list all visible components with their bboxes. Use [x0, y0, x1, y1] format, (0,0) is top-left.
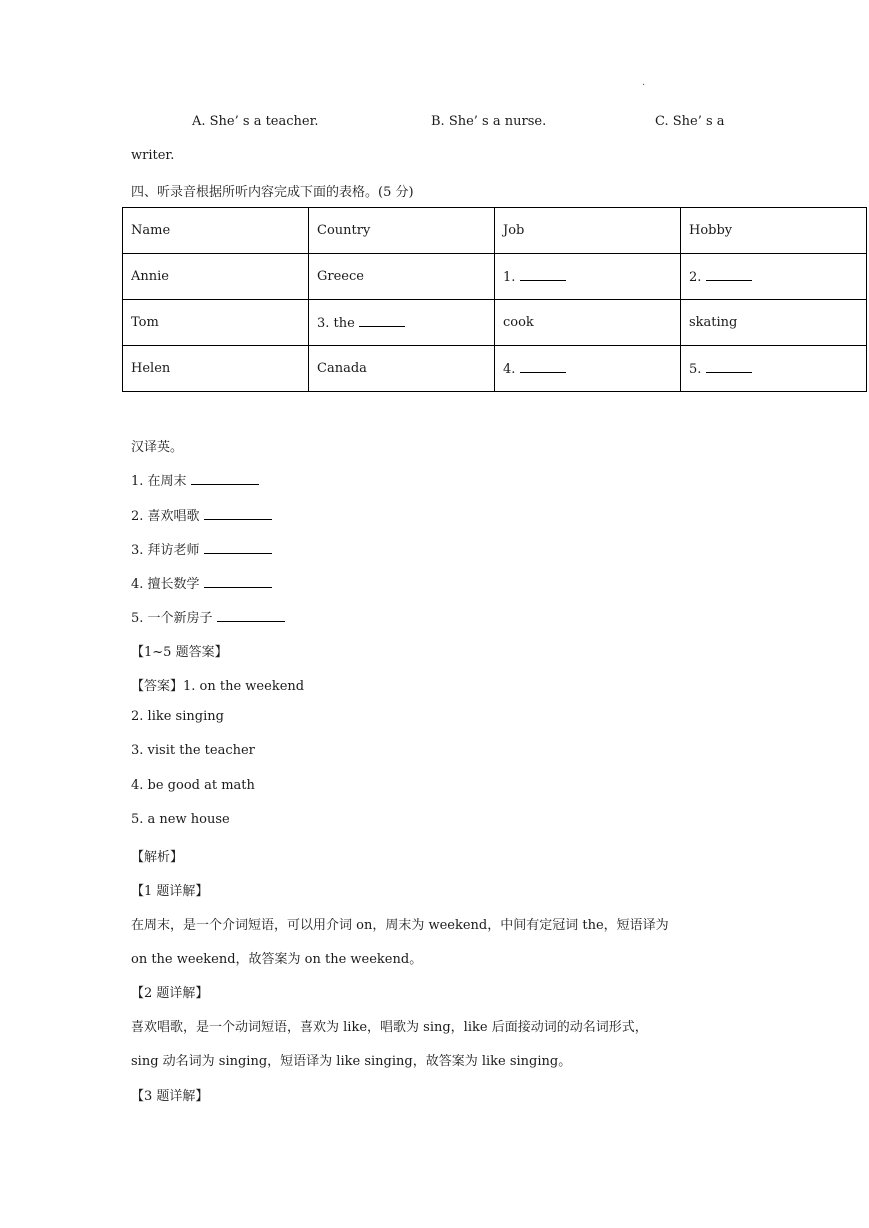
analysis-header: 【解析】 — [131, 850, 184, 865]
q2-detail-text: sing 动名词为 singing，短语译为 like singing，故答案为 like singing。 — [131, 1054, 572, 1069]
answer-text: 1. on the weekend — [183, 679, 305, 694]
cell-number: 1. — [503, 270, 516, 285]
header-cell-country: Country — [309, 208, 495, 254]
header-cell-name: Name — [123, 208, 309, 254]
option-c-continuation: writer. — [131, 148, 175, 163]
cell-number: 2. — [689, 270, 702, 285]
table-cell: Greece — [309, 254, 495, 300]
table-row — [123, 300, 867, 346]
translate-title: 汉译英。 — [131, 440, 184, 455]
answer-blank[interactable] — [204, 575, 272, 588]
table-cell — [309, 300, 495, 346]
table-header-row — [123, 208, 867, 254]
answers-header: 【1~5 题答案】 — [131, 645, 228, 660]
q1-detail-header: 【1 题详解】 — [131, 884, 209, 899]
section4-title: 四、听录音根据所听内容完成下面的表格。(5 分) — [131, 185, 414, 200]
q2-detail-text: 喜欢唱歌，是一个动词短语，喜欢为 like，唱歌为 sing，like 后面接动词的动名词形式， — [131, 1020, 648, 1035]
answer-blank[interactable] — [706, 268, 752, 281]
answer-blank[interactable] — [217, 609, 285, 622]
answer-line: 2. like singing — [131, 709, 224, 724]
translate-item — [131, 505, 272, 524]
answer-blank[interactable] — [204, 541, 272, 554]
cell-number: 4. — [503, 362, 516, 377]
answer-blank[interactable] — [359, 314, 405, 327]
table-row — [123, 254, 867, 300]
translate-item — [131, 607, 285, 626]
cell-number: 3. the — [317, 316, 355, 331]
answer-label: 【答案】 — [131, 679, 184, 694]
table-cell: Tom — [123, 300, 309, 346]
table-cell — [681, 254, 867, 300]
answer-line: 3. visit the teacher — [131, 743, 255, 758]
table-cell: Canada — [309, 346, 495, 392]
table-cell — [495, 254, 681, 300]
table-cell: Annie — [123, 254, 309, 300]
q2-detail-header: 【2 题详解】 — [131, 986, 209, 1001]
q1-detail-text: 在周末，是一个介词短语，可以用介词 on，周末为 weekend，中间有定冠词 the，短语译为 — [131, 918, 669, 933]
table-cell: cook — [495, 300, 681, 346]
answer-blank[interactable] — [706, 360, 752, 373]
answer-blank[interactable] — [204, 507, 272, 520]
header-cell-hobby: Hobby — [681, 208, 867, 254]
answer-line — [131, 675, 304, 694]
translate-item-text: 1. 在周末 — [131, 474, 187, 489]
answer-line: 5. a new house — [131, 812, 230, 827]
table-cell — [495, 346, 681, 392]
option-c: C. She’ s a — [655, 114, 725, 129]
translate-item-text: 3. 拜访老师 — [131, 543, 200, 558]
translate-item — [131, 573, 272, 592]
answer-blank[interactable] — [191, 472, 259, 485]
answer-blank[interactable] — [520, 268, 566, 281]
table-cell — [681, 346, 867, 392]
q1-detail-text: on the weekend，故答案为 on the weekend。 — [131, 952, 423, 967]
translate-item-text: 5. 一个新房子 — [131, 611, 213, 626]
answer-line: 4. be good at math — [131, 778, 255, 793]
translate-item — [131, 539, 272, 558]
table-row — [123, 346, 867, 392]
translate-item-text: 2. 喜欢唱歌 — [131, 509, 200, 524]
option-b: B. She’ s a nurse. — [431, 114, 547, 129]
page-mark: · — [642, 80, 646, 91]
header-cell-job: Job — [495, 208, 681, 254]
table-cell: Helen — [123, 346, 309, 392]
listening-table — [122, 207, 867, 392]
table-cell: skating — [681, 300, 867, 346]
cell-number: 5. — [689, 362, 702, 377]
translate-item-text: 4. 擅长数学 — [131, 577, 200, 592]
answer-blank[interactable] — [520, 360, 566, 373]
translate-item — [131, 470, 259, 489]
option-a: A. She’ s a teacher. — [192, 114, 319, 129]
q3-detail-header: 【3 题详解】 — [131, 1089, 209, 1104]
